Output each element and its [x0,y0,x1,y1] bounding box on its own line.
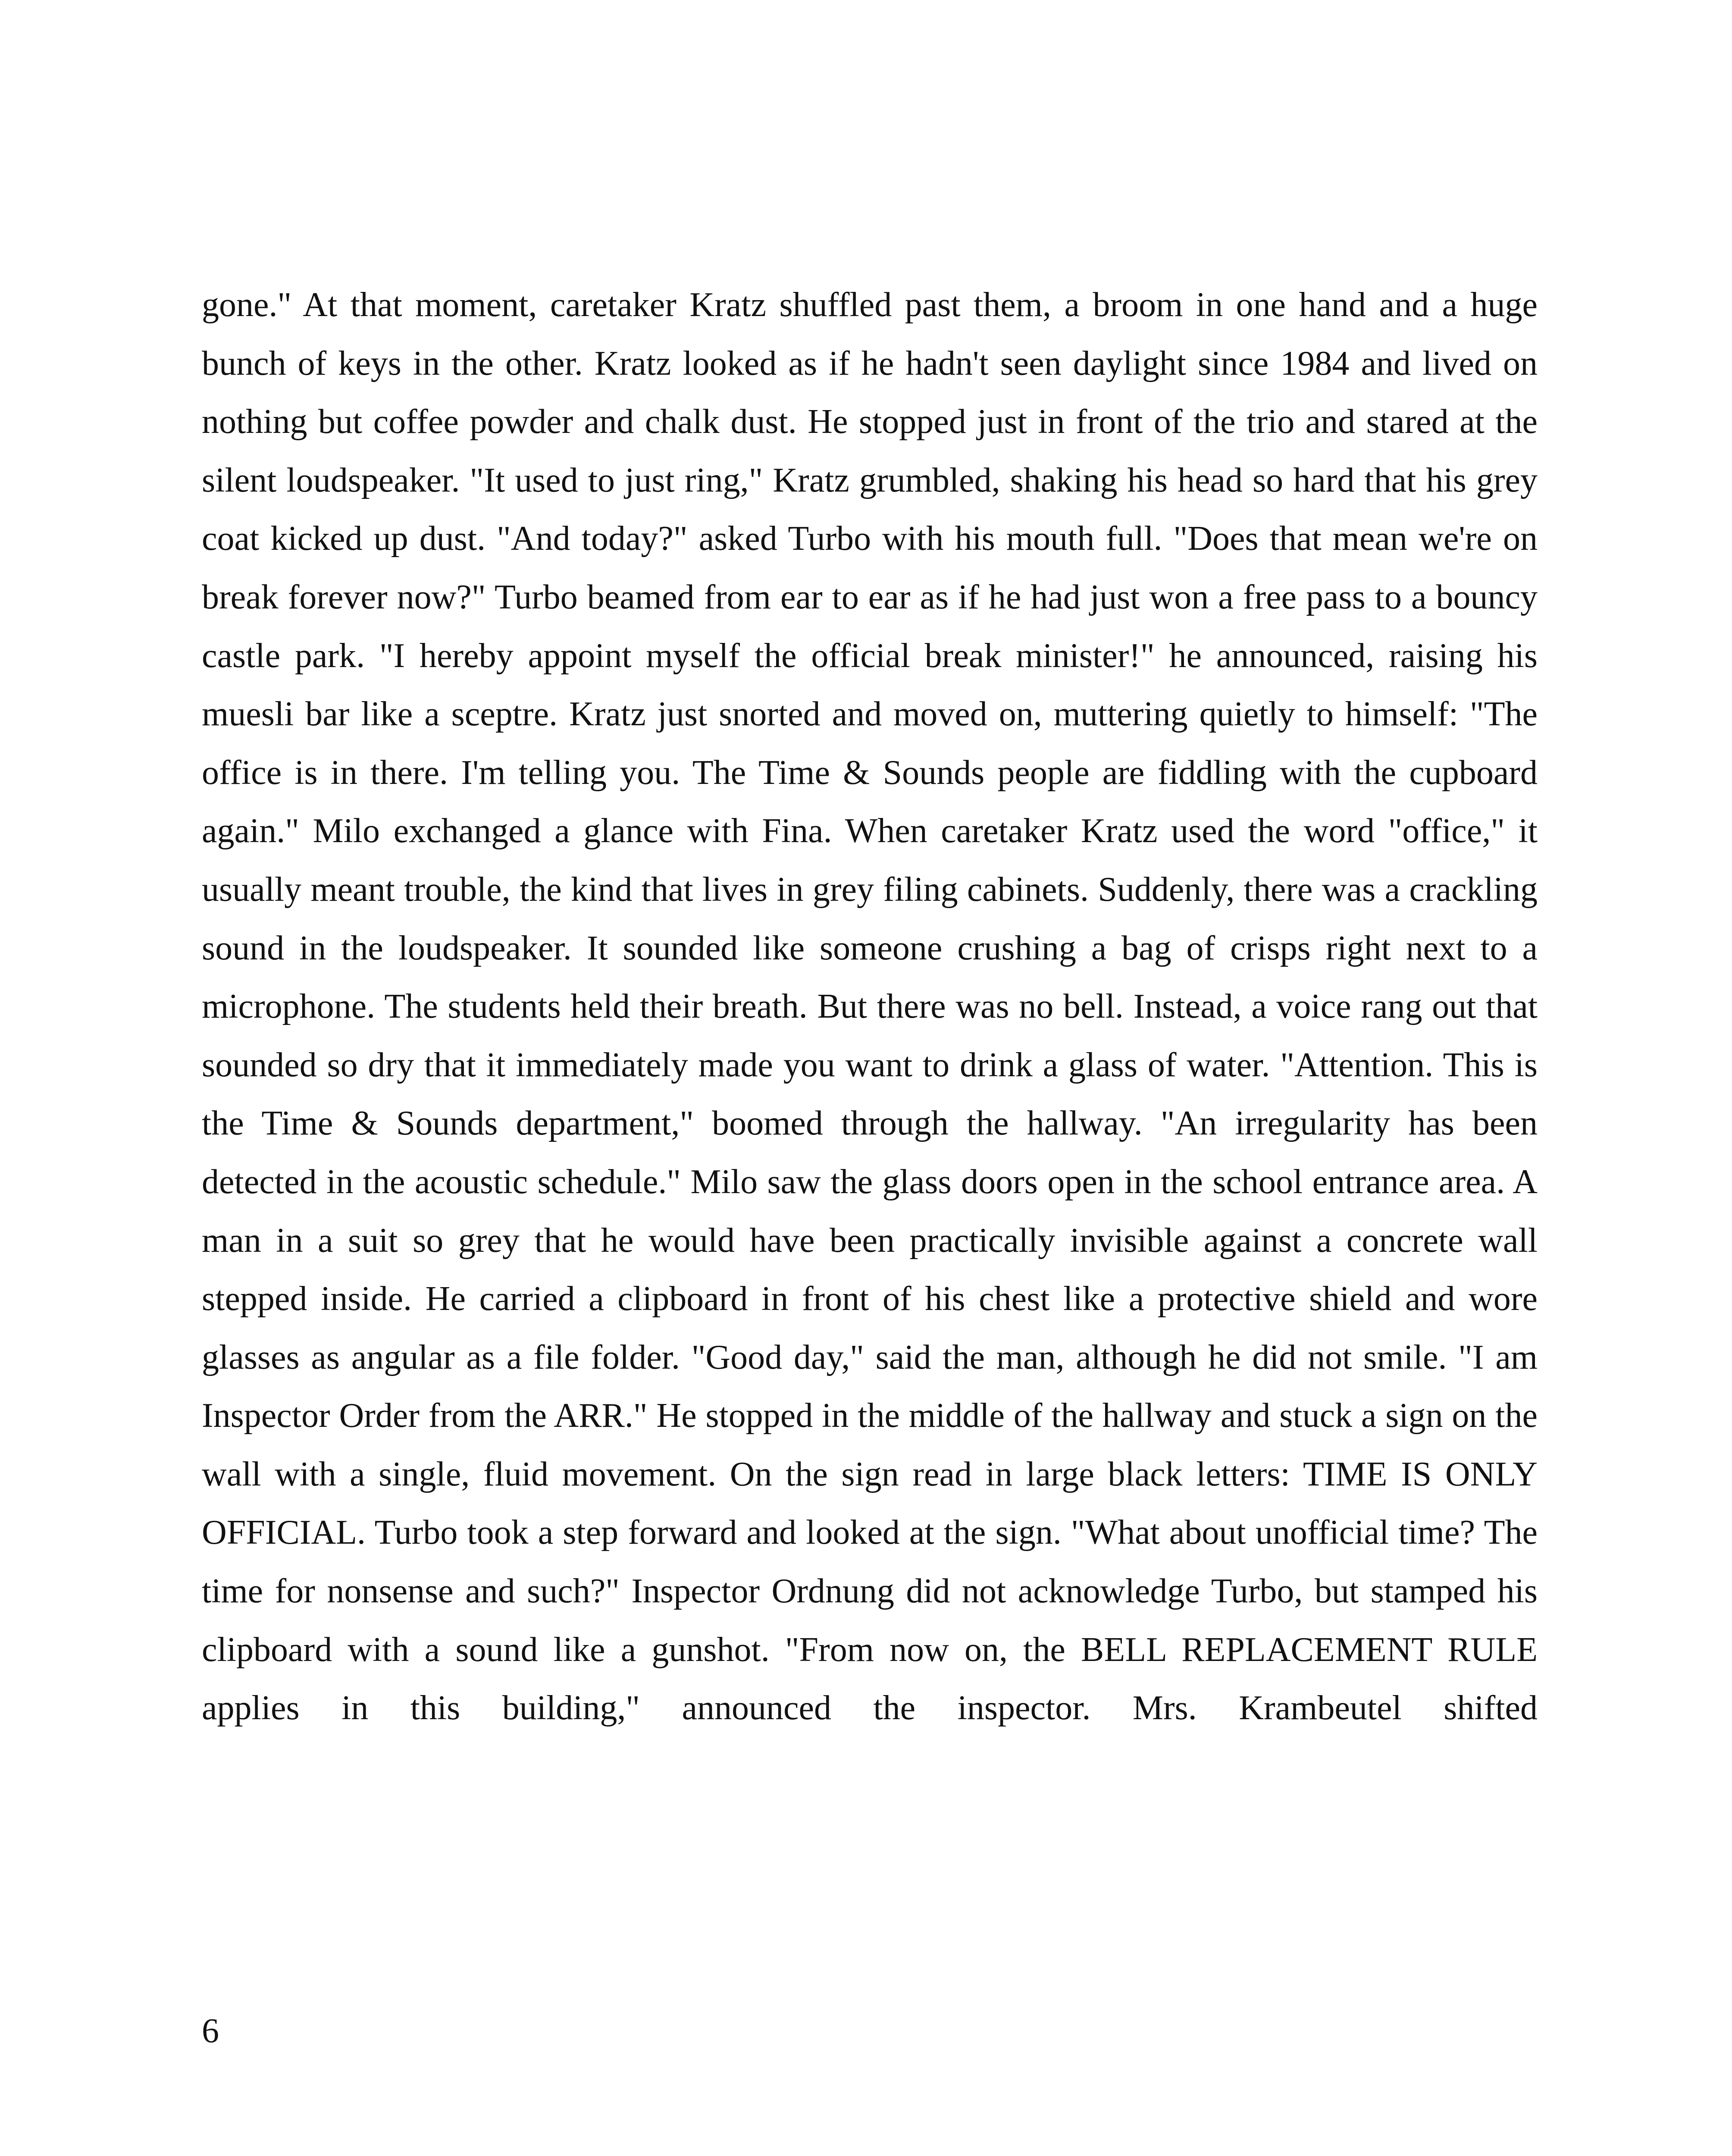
body-text-paragraph: gone." At that moment, caretaker Kratz shuffled past them, a broom in one hand and a huge bunch of keys in the other. Kratz looked as if he hadn't seen daylight since 1984 and lived on nothing but coffee powder and chalk dust. He stopped just in front of the trio and stared at the silent loudspeaker. "It used to just ring," Kratz grumbled, shaking his head so hard that his grey coat kicked up dust. "And today?" asked Turbo with his mouth full. "Does that mean we're on break forever now?" Turbo beamed from ear to ear as if he had just won a free pass to a bouncy castle park. "I hereby appoint myself the official break minister!" he announced, raising his muesli bar like a sceptre. Kratz just snorted and moved on, muttering quietly to himself: "The office is in there. I'm telling you. The Time & Sounds people are fiddling with the cupboard again." Milo exchanged a glance with Fina. When caretaker Kratz used the word "office," it usually meant trouble, the kind that lives in grey filing cabinets. Suddenly, there was a crackling sound in the loudspeaker. It sounded like someone crushing a bag of crisps right next to a microphone. The students held their breath. But there was no bell. Instead, a voice rang out that sounded so dry that it immediately made you want to drink a glass of water. "Attention. This is the Time & Sounds department," boomed through the hallway. "An irregularity has been detected in the acoustic schedule." Milo saw the glass doors open in the school entrance area. A man in a suit so grey that he would have been practically invisible against a concrete wall stepped inside. He carried a clipboard in front of his chest like a protective shield and wore glasses as angular as a file folder. "Good day," said the man, although he did not smile. "I am Inspector Order from the ARR." He stopped in the middle of the hallway and stuck a sign on the wall with a single, fluid movement. On the sign read in large black letters: TIME IS ONLY OFFICIAL. Turbo took a step forward and looked at the sign. "What about unofficial time? The time for nonsense and such?" Inspector Ordnung did not acknowledge Turbo, but stamped his clipboard with a sound like a gunshot. "From now on, the BELL REPLACEMENT RULE applies in this building," announced the inspector. Mrs. Krambeutel shifted [202,286,1538,1727]
page-number: 6 [202,2012,219,2050]
